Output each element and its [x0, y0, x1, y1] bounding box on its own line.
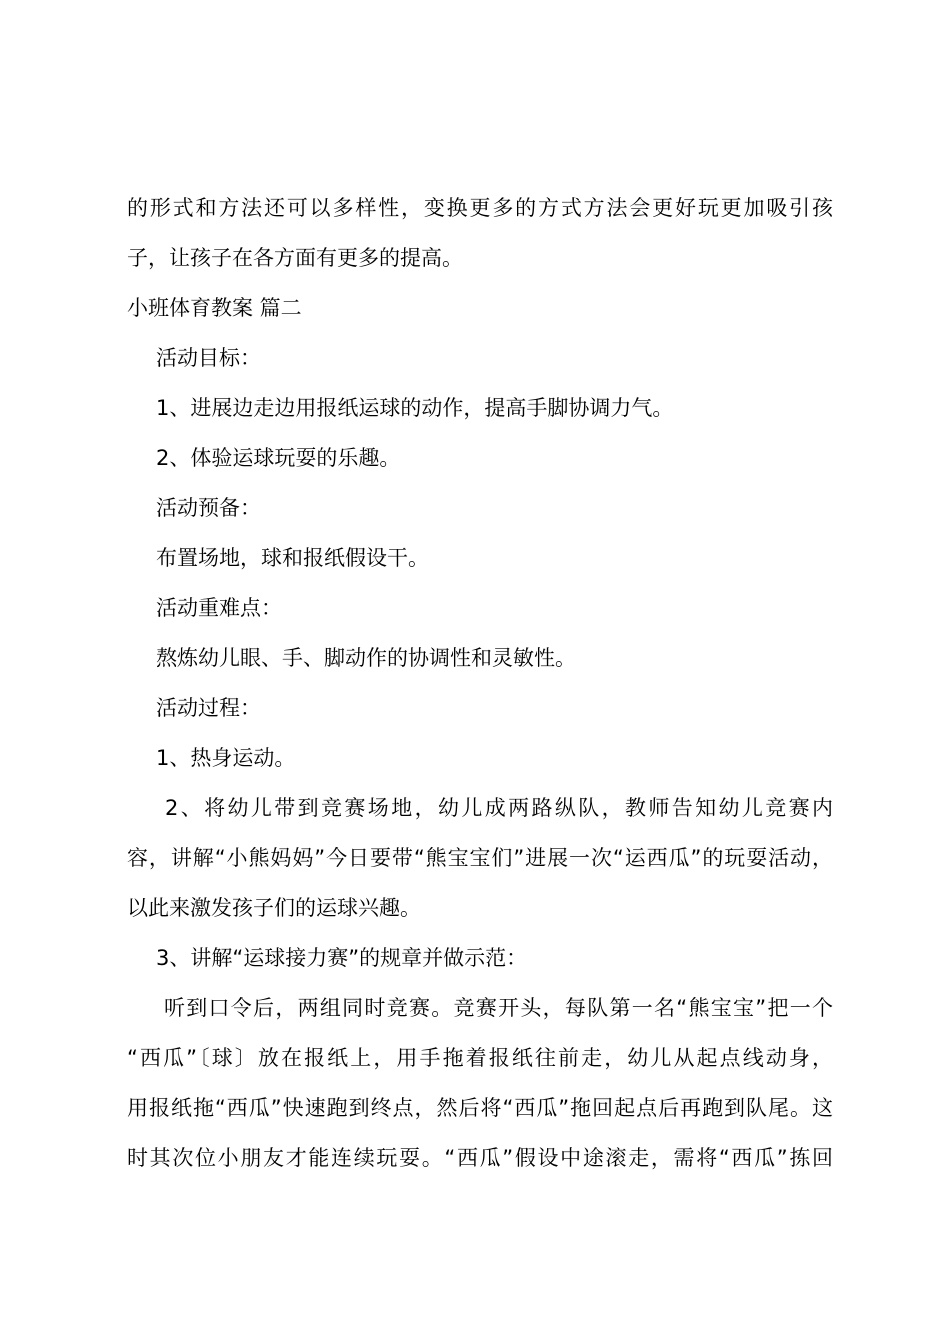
subheading-activity-goals: 活动目标：: [156, 346, 261, 370]
list-item: 1、进展边走边用报纸运球的动作，提高手脚协调力气。: [156, 396, 674, 420]
subheading-key-points: 活动重难点：: [156, 596, 282, 620]
paragraph-line: 听到口令后，两组同时竞赛。竞赛开头，每队第一名“熊宝宝”把一个: [156, 996, 833, 1020]
paragraph-line: 容，讲解“小熊妈妈”今日要带“熊宝宝们”进展一次“运西瓜”的玩耍活动，: [127, 846, 833, 870]
list-item: 3、讲解“运球接力赛”的规章并做示范：: [156, 946, 528, 970]
paragraph-line: 的形式和方法还可以多样性，变换更多的方式方法会更好玩更加吸引孩: [127, 196, 833, 220]
paragraph-line: 用报纸拖“西瓜”快速跑到终点，然后将“西瓜”拖回起点后再跑到队尾。这: [127, 1096, 833, 1120]
paragraph-line: 以此来激发孩子们的运球兴趣。: [127, 896, 421, 920]
paragraph-line: 布置场地，球和报纸假设干。: [156, 546, 429, 570]
subheading-process: 活动过程：: [156, 696, 261, 720]
paragraph-line: 子，让孩子在各方面有更多的提高。: [127, 246, 463, 270]
paragraph-line: 时其次位小朋友才能连续玩耍。“西瓜”假设中途滚走，需将“西瓜”拣回: [127, 1146, 833, 1170]
list-item: 2、体验运球玩耍的乐趣。: [156, 446, 401, 470]
paragraph-line: 熬炼幼儿眼、手、脚动作的协调性和灵敏性。: [156, 646, 576, 670]
paragraph-line: “西瓜”〔球〕放在报纸上，用手拖着报纸往前走，幼儿从起点线动身，: [127, 1046, 833, 1070]
section-heading: 小班体育教案 篇二: [127, 296, 302, 320]
document-body: [127, 183, 833, 1183]
subheading-preparation: 活动预备：: [156, 496, 261, 520]
paragraph-line: 2、将幼儿带到竞赛场地，幼儿成两路纵队，教师告知幼儿竞赛内: [156, 796, 833, 820]
list-item: 1、热身运动。: [156, 746, 296, 770]
